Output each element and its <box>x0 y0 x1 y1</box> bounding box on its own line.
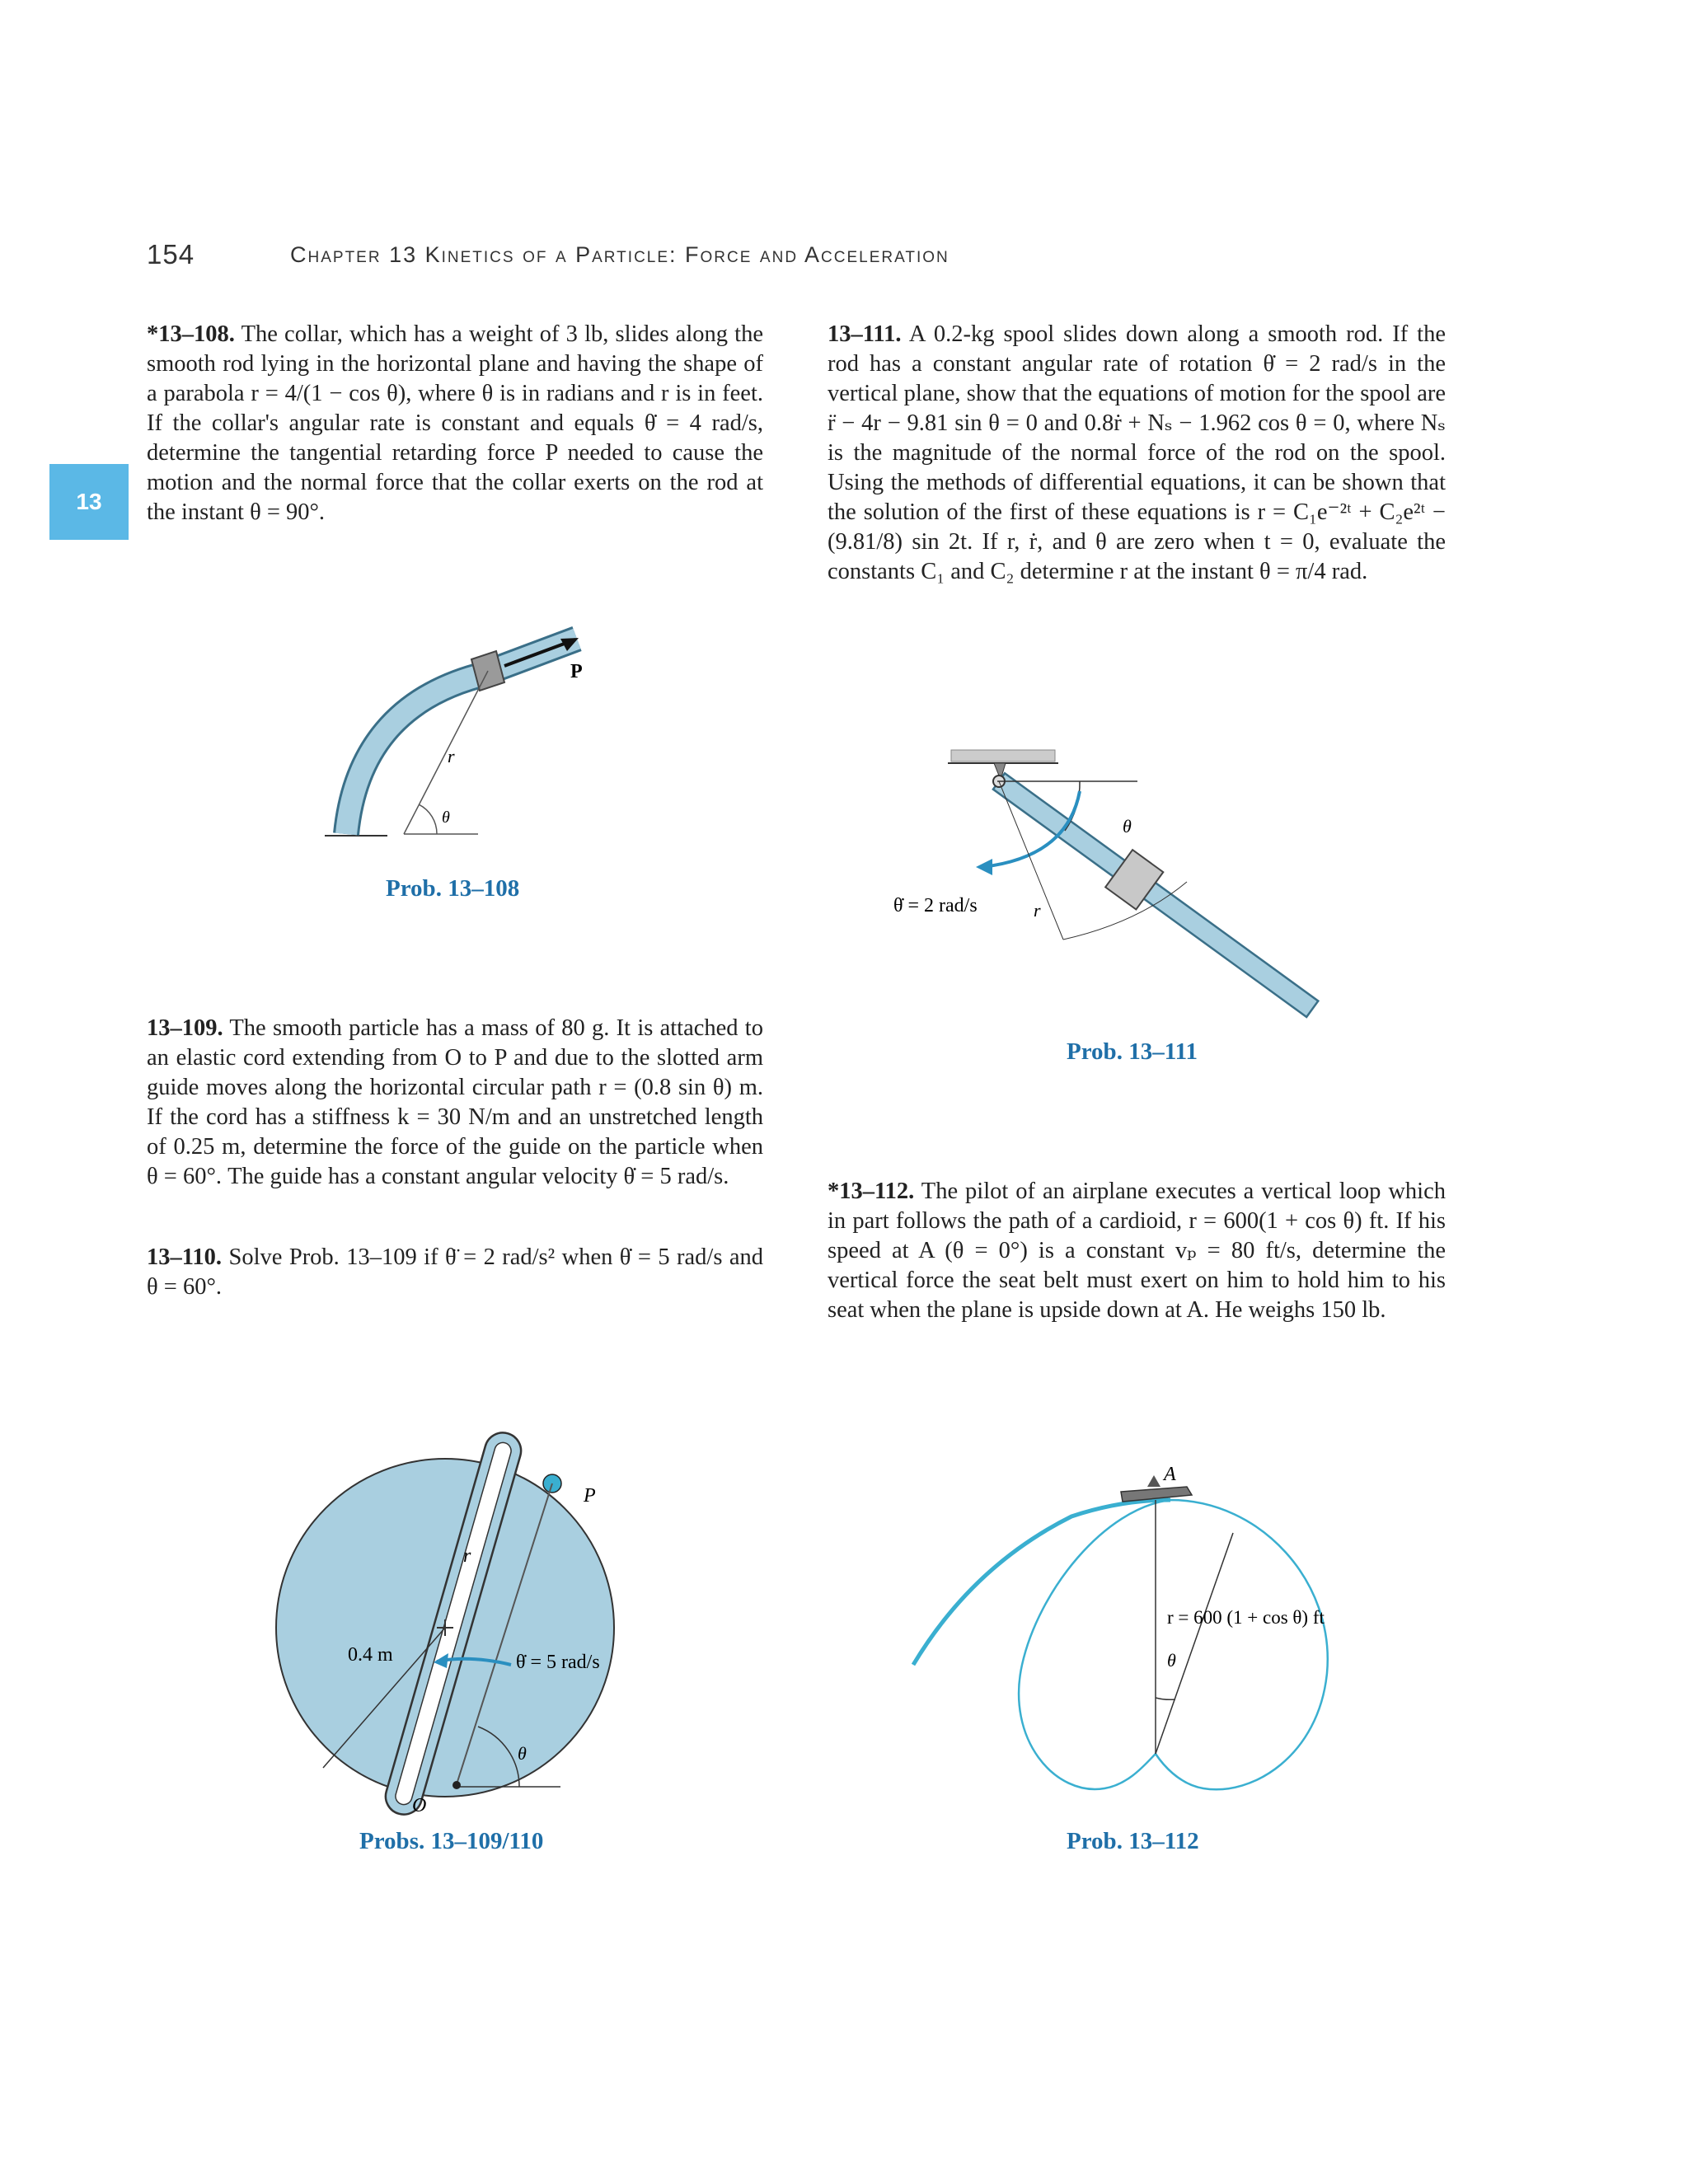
problem-number: 13–110. <box>147 1244 223 1270</box>
theta-arc <box>1156 1698 1175 1699</box>
figure-13-109 <box>272 1393 651 1821</box>
problem-text: A 0.2-kg spool slides down along a smooth rod. If the rod has a constant angular rate of rotation θ̇ = 2 rad/s in the vertical plane, show that the equations of motion for the spool are r̈ − 4r − 9.81 sin θ = 0 and 0.8ṙ + Nₛ − 1.962 cos θ = 0, where Nₛ is the magnitude of the normal force of the rod on the spool. Using the methods of differential equations, it can be shown that the solution of the first of these equations is r = C₁e⁻²ᵗ + C₂e²ᵗ − (9.81/8) sin 2t. If r, ṙ, and θ are zero when t = 0, evaluate the constants C₁ and C₂ determine r at the instant θ = π/4 rad. <box>828 321 1446 584</box>
label-A: A <box>1164 1464 1176 1485</box>
label-equation: r = 600 (1 + cos θ) ft <box>1167 1607 1325 1628</box>
label-P: P <box>570 661 583 682</box>
problem-number: 13–111. <box>828 321 902 347</box>
problem-13-108 <box>147 320 763 527</box>
label-O: O <box>412 1795 427 1816</box>
label-r: r <box>1034 900 1041 921</box>
problem-13-110 <box>147 1243 763 1302</box>
caption-13-112: Prob. 13–112 <box>1067 1828 1199 1854</box>
figure-13-112 <box>907 1451 1368 1813</box>
problem-text: Solve Prob. 13–109 if θ̈ = 2 rad/s² when θ̇ = 5 rad/s and θ = 60°. <box>147 1244 764 1300</box>
figure-13-108 <box>313 618 610 857</box>
problem-text: The pilot of an airplane executes a vertical loop which in part follows the path of a cardioid, r = 600(1 + cos θ) ft. If his speed at A (θ = 0°) is a constant vₚ = 80 ft/s, determine the vertical force the seat belt must exert on him to hold him to his seat when the plane is upside down at A. He weighs 150 lb. <box>828 1179 1446 1323</box>
caption-13-108: Prob. 13–108 <box>386 875 520 902</box>
problem-13-109 <box>147 1014 763 1192</box>
caption-13-111: Prob. 13–111 <box>1067 1038 1198 1065</box>
chapter-tab: 13 <box>49 464 129 540</box>
label-theta: θ <box>442 808 450 827</box>
problem-number: 13–109. <box>147 1015 223 1041</box>
problem-13-111 <box>828 320 1446 587</box>
label-r: r <box>448 746 455 766</box>
radius-line <box>1156 1533 1233 1754</box>
label-rate: θ̇ = 5 rad/s <box>516 1652 600 1673</box>
label-theta: θ <box>1167 1650 1176 1671</box>
label-theta: θ <box>518 1743 527 1764</box>
rod-body <box>993 773 1318 1017</box>
rod <box>986 762 1326 1028</box>
problem-text: The collar, which has a weight of 3 lb, slides along the smooth rod lying in the horizontal plane and having the shape of a parabola r = 4/(1 − cos θ), where θ is in radians and r is in feet. If the collar's angular rate is constant and equals θ̇ = 4 rad/s, determine the tangential retarding force P needed to cause the motion and the normal force that the collar exerts on the rod at the instant θ = 90°. <box>147 321 763 525</box>
problem-text: The smooth particle has a mass of 80 g. It is attached to an elastic cord extending from O to P and due to the slotted arm guide moves along the horizontal circular path r = (0.8 sin θ) m. If the cord has a stiffness k = 30 N/m and an unstretched length of 0.25 m, determine the force of the guide on the particle when θ = 60°. The guide has a constant angular velocity θ̇ = 5 rad/s. <box>147 1015 763 1189</box>
theta-arc <box>419 804 437 834</box>
label-P: P <box>584 1485 596 1507</box>
label-rate: θ̇ = 2 rad/s <box>893 895 978 916</box>
label-theta: θ <box>1123 816 1132 837</box>
arrowhead-icon <box>976 859 992 875</box>
problem-number: *13–112. <box>828 1179 915 1204</box>
airplane-icon <box>1121 1475 1192 1502</box>
pivot-O <box>452 1781 461 1789</box>
problem-number: *13–108. <box>147 321 235 347</box>
flight-path <box>913 1500 1170 1665</box>
caption-13-109-110: Probs. 13–109/110 <box>359 1828 544 1854</box>
figure-13-111 <box>890 733 1385 1038</box>
label-radius: 0.4 m <box>348 1644 393 1666</box>
chapter-title: Chapter 13 Kinetics of a Particle: Force and Acceleration <box>290 242 950 267</box>
label-r: r <box>463 1545 471 1567</box>
problem-13-112 <box>828 1177 1446 1325</box>
cardioid-path <box>1019 1500 1328 1789</box>
ceiling-support <box>951 750 1055 762</box>
page-number: 154 <box>147 239 195 269</box>
